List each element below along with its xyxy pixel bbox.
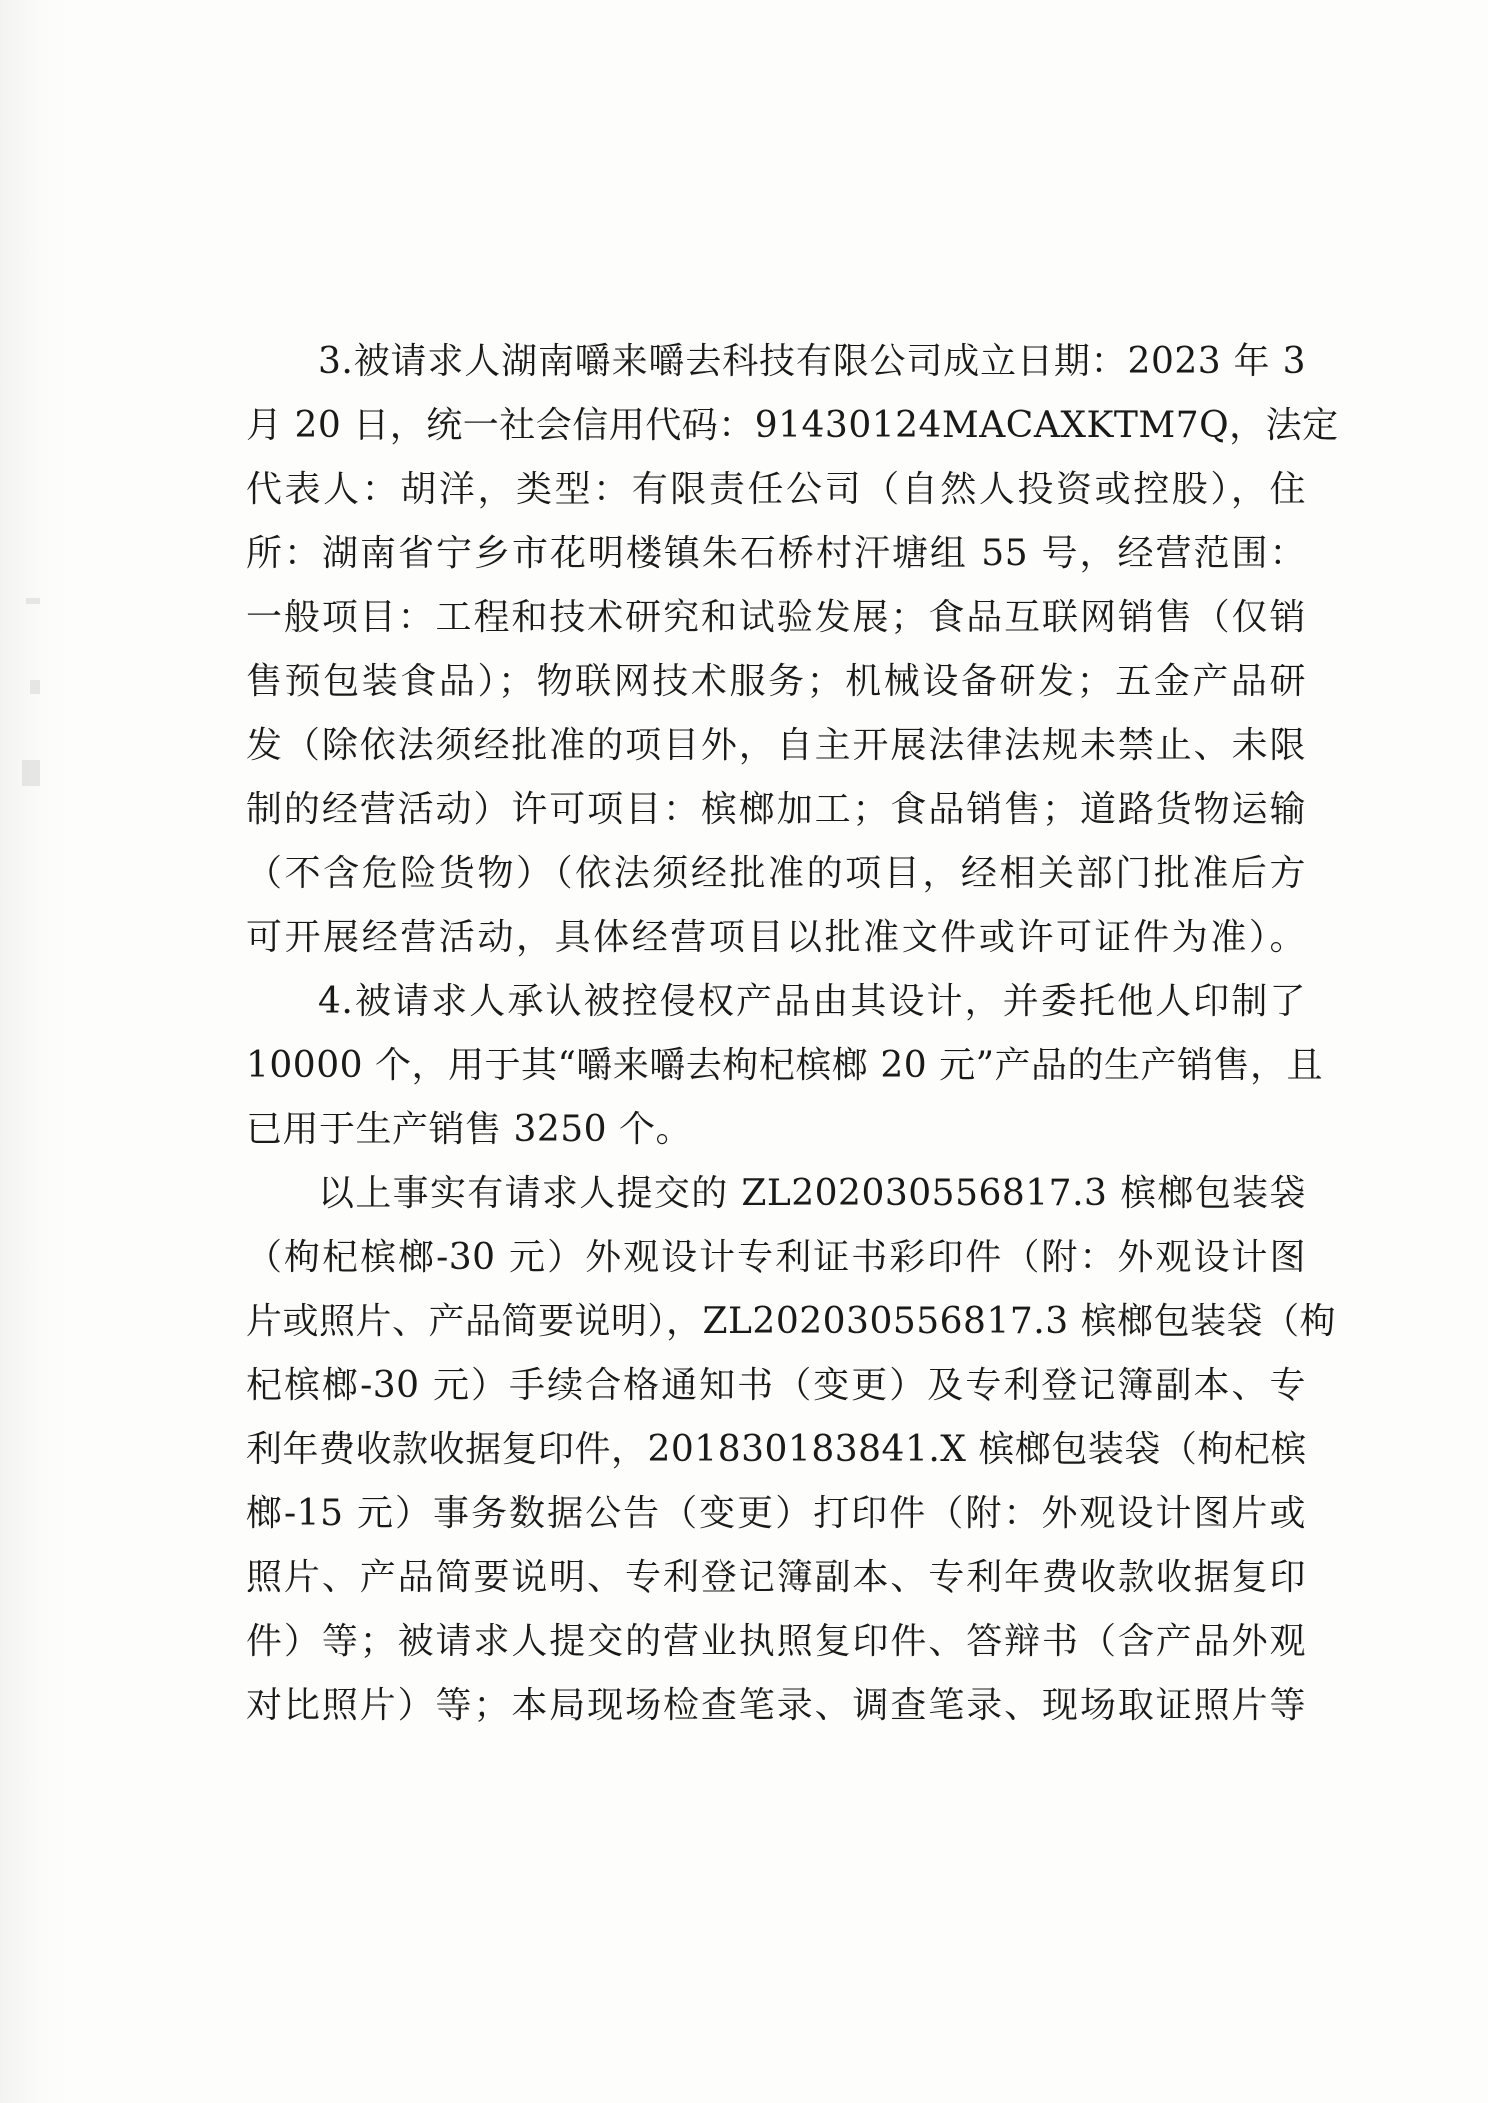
text-line: 榔-15 元）事务数据公告（变更）打印件（附：外观设计图片或 (246, 1493, 1306, 1534)
text-line: 片或照片、产品简要说明），ZL202030556817.3 槟榔包装袋（枸 (246, 1301, 1337, 1342)
text-line: （枸杞槟榔-30 元）外观设计专利证书彩印件（附：外观设计图 (246, 1237, 1306, 1278)
text-line: 制的经营活动）许可项目：槟榔加工；食品销售；道路货物运输 (246, 789, 1306, 830)
text-line: 所：湖南省宁乡市花明楼镇朱石桥村汗塘组 55 号，经营范围： (246, 533, 1306, 574)
text-line: 杞槟榔-30 元）手续合格通知书（变更）及专利登记簿副本、专 (246, 1365, 1306, 1406)
text-line: 售预包装食品）；物联网技术服务；机械设备研发；五金产品研 (246, 661, 1306, 702)
text-line: 利年费收款收据复印件，201830183841.X 槟榔包装袋（枸杞槟 (246, 1429, 1307, 1470)
scan-artifact (30, 680, 40, 694)
text-line: 以上事实有请求人提交的 ZL202030556817.3 槟榔包装袋 (318, 1173, 1306, 1214)
text-line: 可开展经营活动，具体经营项目以批准文件或许可证件为准）。 (246, 917, 1306, 958)
text-line: 已用于生产销售 3250 个。 (246, 1109, 693, 1150)
scan-artifact (26, 598, 40, 604)
text-line: （不含危险货物）（依法须经批准的项目，经相关部门批准后方 (246, 853, 1306, 894)
text-line: 10000 个，用于其“嚼来嚼去枸杞槟榔 20 元”产品的生产销售，且 (246, 1045, 1323, 1086)
text-line: 照片、产品简要说明、专利登记簿副本、专利年费收款收据复印 (246, 1557, 1306, 1598)
text-line: 4.被请求人承认被控侵权产品由其设计，并委托他人印制了 (318, 981, 1306, 1022)
text-line: 对比照片）等；本局现场检查笔录、调查笔录、现场取证照片等 (246, 1685, 1306, 1726)
scan-shadow (0, 0, 70, 2103)
text-line: 一般项目：工程和技术研究和试验发展；食品互联网销售（仅销 (246, 597, 1306, 638)
text-line: 件）等；被请求人提交的营业执照复印件、答辩书（含产品外观 (246, 1621, 1306, 1662)
text-line: 发（除依法须经批准的项目外，自主开展法律法规未禁止、未限 (246, 725, 1306, 766)
text-line: 3.被请求人湖南嚼来嚼去科技有限公司成立日期：2023 年 3 (318, 341, 1306, 382)
body-text (246, 330, 1339, 1738)
text-line: 代表人：胡洋，类型：有限责任公司（自然人投资或控股），住 (246, 469, 1306, 510)
scan-artifact (22, 760, 40, 786)
text-line: 月 20 日，统一社会信用代码：91430124MACAXKTM7Q，法定 (246, 405, 1339, 446)
